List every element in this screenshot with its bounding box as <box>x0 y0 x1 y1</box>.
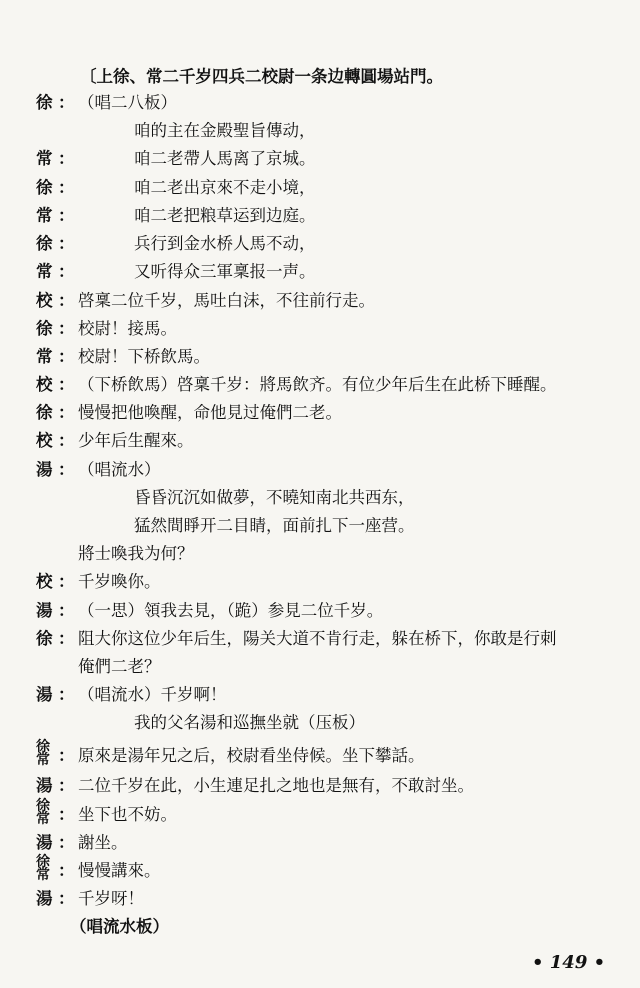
dialogue-line: （一思）領我去見，（跪）参見二位千岁。 <box>78 601 384 620</box>
speaker-label: 湯 <box>36 833 53 852</box>
speaker-colon: ： <box>58 746 75 765</box>
speaker-label: 徐 常 <box>36 854 50 883</box>
speaker-colon: ： <box>58 234 75 253</box>
speaker-colon: ： <box>58 685 75 704</box>
dialogue-line: （下桥飲馬）啓稟千岁：將馬飲齐。有位少年后生在此桥下睡醒。 <box>78 375 557 394</box>
speaker-colon: ： <box>58 206 75 225</box>
speaker-colon: ： <box>58 291 75 310</box>
verse-line: 咱的主在金殿聖旨傳动， <box>134 121 316 140</box>
speaker-colon: ： <box>58 572 75 591</box>
dialogue-line: 二位千岁在此，小生連足扎之地也是無有，不敢討坐。 <box>78 776 474 795</box>
speaker-label: 常 <box>36 347 53 366</box>
speaker-label: 湯 <box>36 601 53 620</box>
speaker-colon: ： <box>58 889 75 908</box>
dialogue-line: 謝坐。 <box>78 833 128 852</box>
speaker-colon: ： <box>58 403 75 422</box>
dialogue-line: （唱流水） <box>78 460 161 479</box>
stage-direction: 〔上徐、常二千岁四兵二校尉一条边轉圓場站門。 <box>80 67 443 86</box>
speaker-colon: ： <box>58 262 75 281</box>
dialogue-line: 坐下也不妨。 <box>78 805 177 824</box>
speaker-label: 湯 <box>36 776 53 795</box>
speaker-label: 湯 <box>36 460 53 479</box>
speaker-colon: ： <box>58 805 75 824</box>
speaker-colon: ： <box>58 629 75 648</box>
speaker-colon: ： <box>58 93 75 112</box>
page-number: • 149 • <box>532 952 606 973</box>
speaker-label: 校 <box>36 431 53 450</box>
verse-line: 又听得众三軍稟报一声。 <box>134 262 316 281</box>
dialogue-line: 校尉！接馬。 <box>78 319 177 338</box>
dialogue-line: 啓稟二位千岁，馬吐白沫，不往前行走。 <box>78 291 375 310</box>
speaker-label: 徐 常 <box>36 798 50 827</box>
speaker-label: 徐 <box>36 178 53 197</box>
speaker-label: 徐 <box>36 403 53 422</box>
speaker-colon: ： <box>58 601 75 620</box>
speaker-label: 常 <box>36 149 53 168</box>
dialogue-line: 校尉！下桥飲馬。 <box>78 347 210 366</box>
verse-line: 咱二老把粮草运到边庭。 <box>134 206 316 225</box>
dialogue-line: 千岁呀！ <box>78 889 144 908</box>
speaker-label: 徐 常 <box>36 739 50 768</box>
dialogue-line: （唱二八板） <box>78 93 177 112</box>
speaker-colon: ： <box>58 776 75 795</box>
dialogue-line: 原來是湯年兄之后，校尉看坐侍候。坐下攀話。 <box>78 746 425 765</box>
dialogue-line: 俺們二老？ <box>78 657 161 676</box>
speaker-label: 徐 <box>36 319 53 338</box>
stage-direction-bottom: （唱流水板） <box>70 917 169 936</box>
speaker-colon: ： <box>58 347 75 366</box>
speaker-label: 常 <box>36 262 53 281</box>
speaker-label: 徐 <box>36 93 53 112</box>
verse-line: 我的父名湯和巡撫坐就（压板） <box>134 713 365 732</box>
dialogue-line: 阻大你这位少年后生，陽关大道不肯行走，躲在桥下，你敢是行刺 <box>78 629 557 648</box>
speaker-colon: ： <box>58 149 75 168</box>
dialogue-line: 慢慢講來。 <box>78 861 161 880</box>
speaker-label: 湯 <box>36 889 53 908</box>
speaker-colon: ： <box>58 833 75 852</box>
dialogue-line: 千岁喚你。 <box>78 572 161 591</box>
speaker-colon: ： <box>58 319 75 338</box>
speaker-colon: ： <box>58 861 75 880</box>
speaker-label: 徐 <box>36 629 53 648</box>
dialogue-line: 慢慢把他喚醒，命他見过俺們二老。 <box>78 403 342 422</box>
speaker-label: 常 <box>36 206 53 225</box>
dialogue-line: 將士喚我为何？ <box>78 544 194 563</box>
dialogue-line: 少年后生醒來。 <box>78 431 194 450</box>
speaker-label: 校 <box>36 572 53 591</box>
verse-line: 猛然間睜开二目睛，面前扎下一座营。 <box>134 516 415 535</box>
verse-line: 咱二老出京來不走小境， <box>134 178 316 197</box>
speaker-colon: ： <box>58 431 75 450</box>
speaker-colon: ： <box>58 375 75 394</box>
speaker-label: 校 <box>36 291 53 310</box>
speaker-colon: ： <box>58 460 75 479</box>
speaker-label: 湯 <box>36 685 53 704</box>
verse-line: 兵行到金水桥人馬不动， <box>134 234 316 253</box>
verse-line: 昏昏沉沉如做夢，不曉知南北共西东， <box>134 488 415 507</box>
speaker-label: 徐 <box>36 234 53 253</box>
speaker-label: 校 <box>36 375 53 394</box>
dialogue-line: （唱流水）千岁啊！ <box>78 685 227 704</box>
verse-line: 咱二老帶人馬离了京城。 <box>134 149 316 168</box>
speaker-colon: ： <box>58 178 75 197</box>
